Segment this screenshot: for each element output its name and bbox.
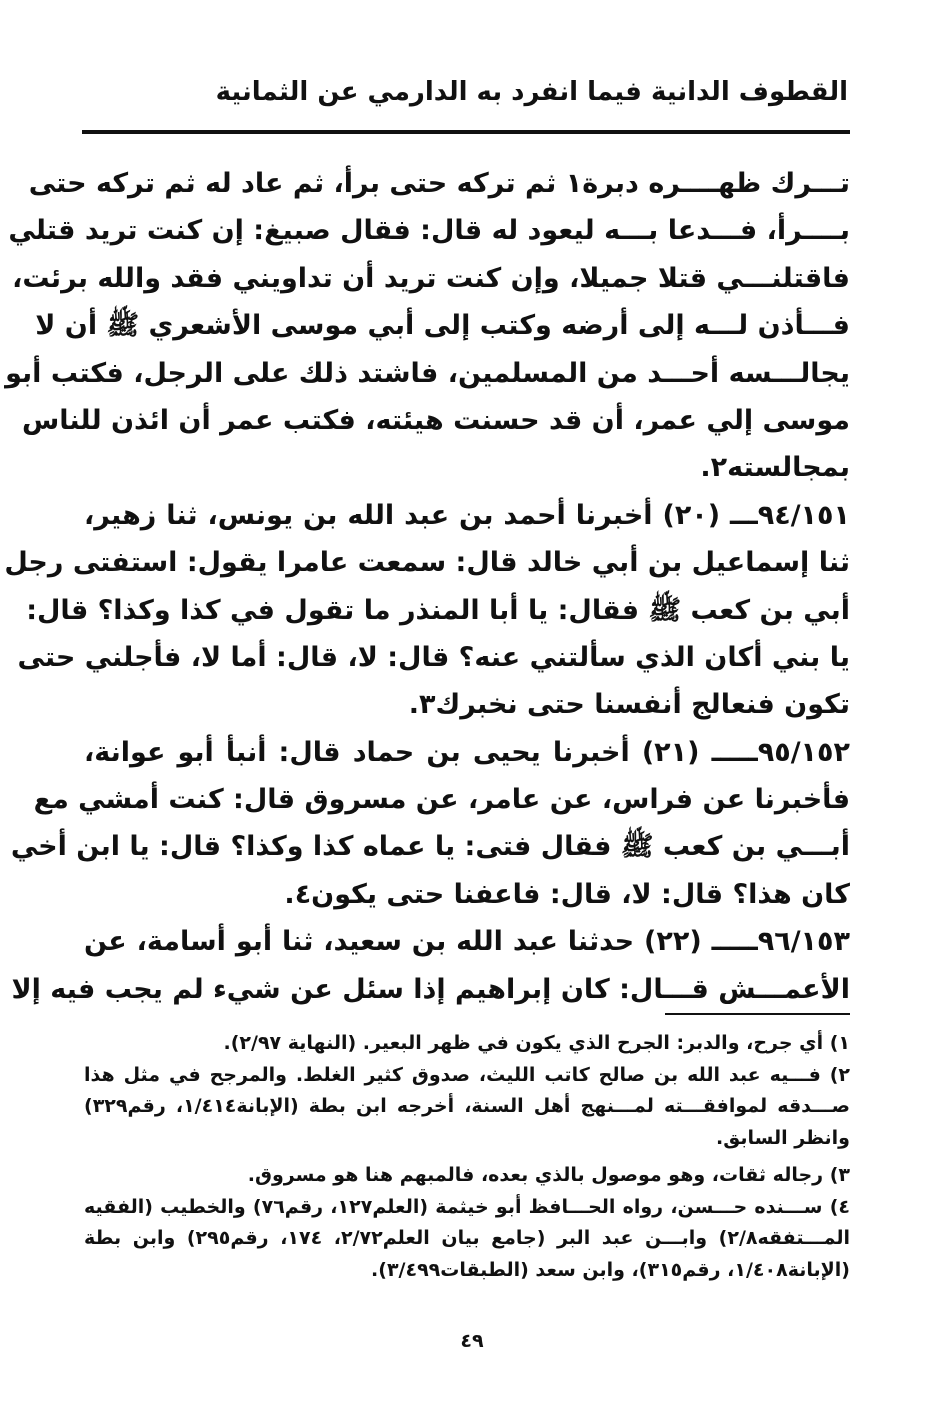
footnote-line: ٢) فـــيه عبد الله بن صالح كاتب الليث، صدوق كثير الغلط. والمرجح في مثل هذا [84, 1063, 850, 1086]
text-line: ثنا إسماعيل بن أبي خالد قال: سمعت عامرا يقول: استفتى رجل [4, 547, 850, 579]
text-line: يا بني أكان الذي سألتني عنه؟ قال: لا، قال: أما لا، فأجلني حتى [17, 641, 850, 673]
running-header: القطوف الدانية فيما انفرد به الدارمي عن الثمانية [215, 77, 848, 107]
header-rule [82, 130, 850, 134]
footnote-line: المـــتفقه٢/٨) وابـــن عبد البر (جامع بيان العلم٢/٧٢، ١٧٤، رقم٢٩٥) وابن بطة [84, 1227, 850, 1249]
text-line: أبي بن كعب ﷺ فقال: يا أبا المنذر ما تقول في كذا وكذا؟ قال: [26, 594, 850, 626]
text-line: فأخبرنا عن فراس، عن عامر، عن مسروق قال: كنت أمشي مع [33, 784, 850, 816]
footnote-line: ٤) ســـنده حـــسن، رواه الحـــافظ أبو خيثمة (العلم١٢٧، رقم٧٦) والخطيب (الفقيه [84, 1195, 850, 1218]
text-line: ٩٦/١٥٣ـــــ (٢٢) حدثنا عبد الله بن سعيد، ثنا أبو أسامة، عن [84, 926, 850, 958]
page-number: ٤٩ [460, 1330, 484, 1352]
text-line: يجالـــسه أحـــد من المسلمين، فاشتد ذلك على الرجل، فكتب أبو [5, 357, 850, 389]
footnote-rule [665, 1013, 850, 1015]
footnotes [84, 1028, 850, 1286]
footnote-line: (الإبانة١/٤٠٨، رقم٣١٥)، وابن سعد (الطبقات٣/٤٩٩). [371, 1258, 850, 1281]
text-line: بمجالسته٢. [700, 452, 850, 484]
text-line: موسى إلي عمر، أن قد حسنت هيئته، فكتب عمر أن ائذن للناس [22, 404, 850, 436]
text-line: كان هذا؟ قال: لا، قال: فاعفنا حتى يكون٤. [284, 878, 850, 910]
main-text [4, 160, 850, 1013]
text-line: أبـــي بن كعب ﷺ فقال فتى: يا عماه كذا وكذا؟ قال: يا ابن أخي [10, 831, 850, 863]
text-line: فـــأذن لـــه إلى أرضه وكتب إلى أبي موسى الأشعري ﷺ أن لا [35, 310, 850, 342]
text-line: الأعمـــش قـــال: كان إبراهيم إذا سئل عن شيء لم يجب فيه إلا [11, 973, 850, 1005]
text-line: ٩٤/١٥١ـــ (٢٠) أخبرنا أحمد بن عبد الله بن يونس، ثنا زهير، [84, 499, 850, 531]
footnote-line: وانظر السابق. [716, 1126, 850, 1149]
text-line: تـــرك ظهــــره دبرة١ ثم تركه حتى برأ، ثم عاد له ثم تركه حتى [28, 168, 850, 199]
footnote-line: صـــدقه لموافقـــته لمـــنهج أهل السنة، أخرجه ابن بطة (الإبانة١/٤١٤، رقم٣٢٩) [84, 1095, 850, 1117]
footnote-line: ١) أي جرح، والدبر: الجرح الذي يكون في ظهر البعير. (النهاية ٢/٩٧). [223, 1032, 850, 1054]
text-line: تكون فنعالج أنفسنا حتى نخبرك٣. [408, 689, 850, 721]
text-line: بــــرأ، فـــدعا بـــه ليعود له قال: فقال صبيغ: إن كنت تريد قتلي [8, 215, 850, 247]
text-line: فاقتلنـــي قتلا جميلا، وإن كنت تريد أن تداويني فقد والله برئت، [12, 262, 850, 294]
text-line: ٩٥/١٥٢ـــــ (٢١) أخبرنا يحيى بن حماد قال: أنبأ أبو عوانة، [84, 736, 850, 768]
footnote-line: ٣) رجاله ثقات، وهو موصول بالذي بعده، فالمبهم هنا هو مسروق. [247, 1164, 850, 1186]
